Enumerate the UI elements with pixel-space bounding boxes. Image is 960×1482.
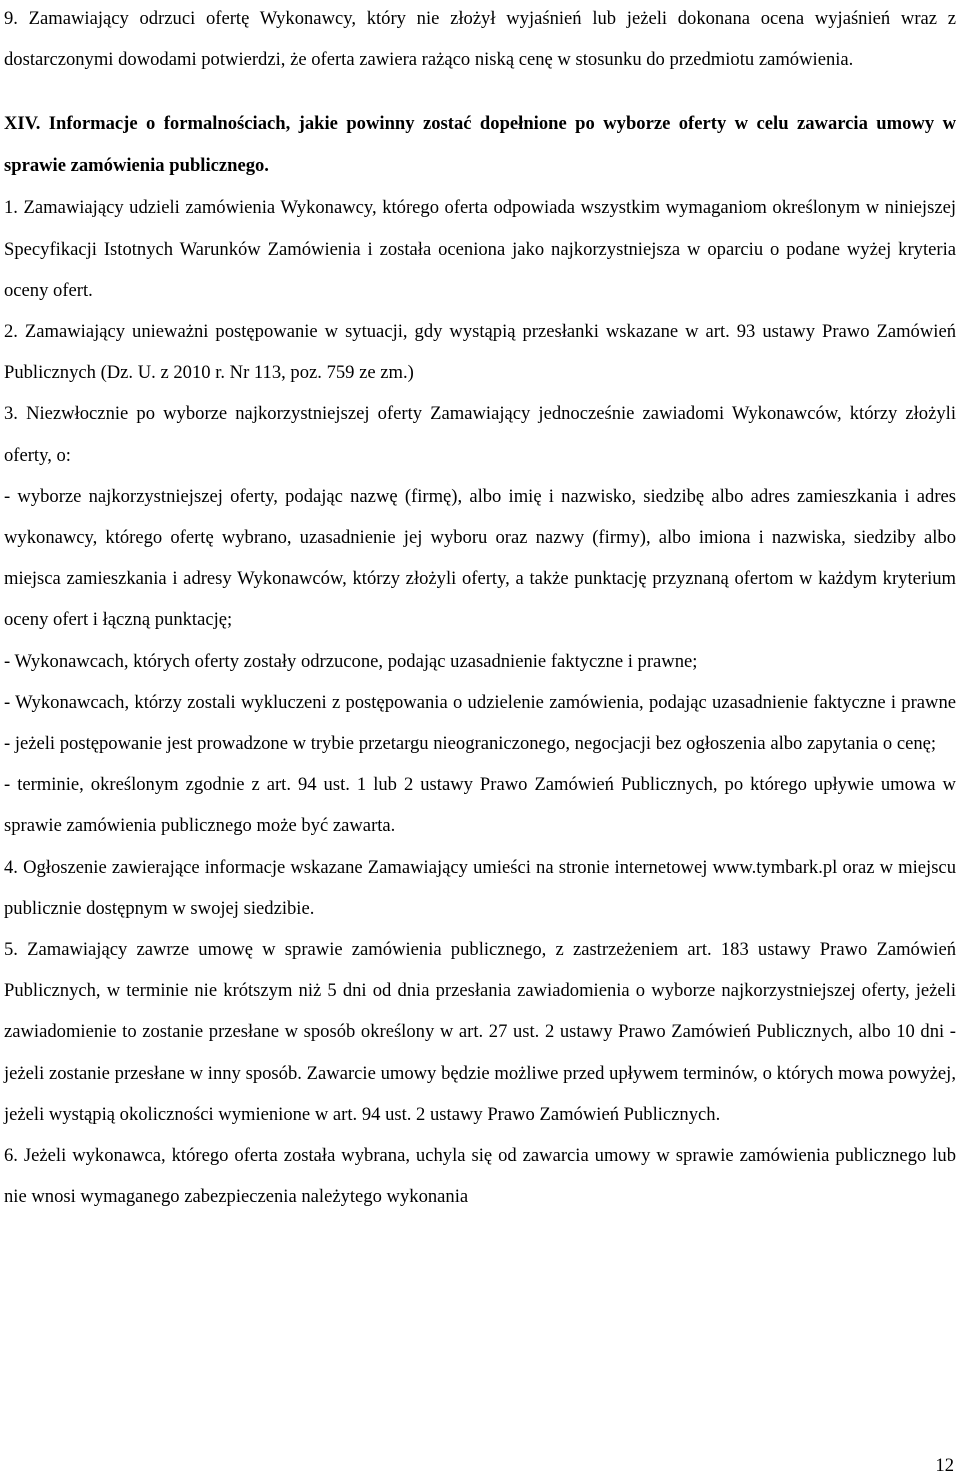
page-number: 12 [935,1455,954,1476]
bullet-item-excluded-contractors: - Wykonawcach, którzy zostali wykluczeni z postępowania o udzielenie zamówienia, podając uzasadnienie faktyczne i prawne - jeżeli postępowanie jest prowadzone w trybie przetargu nieograniczonego, negocjacji bez ogłoszenia albo zapytania o cenę; [4,691,956,755]
section-heading-xiv: XIV. Informacje o formalnościach, jakie powinny zostać dopełnione po wyborze oferty w celu zawarcia umowy w sprawie zamówienia publicznego. [4,113,956,177]
document-page [4,0,956,1217]
paragraph-9: 9. Zamawiający odrzuci ofertę Wykonawcy, który nie złożył wyjaśnień lub jeżeli dokonana ocena wyjaśnień wraz z dostarczonymi dowodami potwierdzi, że oferta zawiera rażąco niską cenę w stosunku do przedmiotu zamówienia. [4,8,956,71]
bullet-item-rejected-offers: - Wykonawcach, których oferty zostały odrzucone, podając uzasadnienie faktyczne i prawne; [4,650,698,672]
paragraph-2: 2. Zamawiający unieważni postępowanie w sytuacji, gdy wystąpią przesłanki wskazane w art. 93 ustawy Prawo Zamówień Publicznych (Dz. U. z 2010 r. Nr 113, poz. 759 ze zm.) [4,321,956,384]
paragraph-4: 4. Ogłoszenie zawierające informacje wskazane Zamawiający umieści na stronie internetowej www.tymbark.pl oraz w miejscu publicznie dostępnym w swojej siedzibie. [4,856,956,919]
bullet-item-contract-term: - terminie, określonym zgodnie z art. 94 ust. 1 lub 2 ustawy Prawo Zamówień Publicznych, po którego upływie umowa w sprawie zamówienia publicznego może być zawarta. [4,774,956,837]
bullet-item-best-offer: - wyborze najkorzystniejszej oferty, podając nazwę (firmę), albo imię i nazwisko, siedzibę albo adres zamieszkania i adres wykonawcy, którego ofertę wybrano, uzasadnienie jej wyboru oraz nazwy (firmy), albo imiona i nazwiska, siedziby albo miejsca zamieszkania i adresy Wykonawców, którzy złożyli oferty, a także punktację przyznaną ofertom w każdym kryterium oceny ofert i łączną punktację; [4,485,956,631]
paragraph-6: 6. Jeżeli wykonawca, którego oferta została wybrana, uchyla się od zawarcia umowy w sprawie zamówienia publicznego lub nie wnosi wymaganego zabezpieczenia należytego wykonania [4,1145,956,1208]
paragraph-5: 5. Zamawiający zawrze umowę w sprawie zamówienia publicznego, z zastrzeżeniem art. 183 ustawy Prawo Zamówień Publicznych, w terminie nie krótszym niż 5 dni od dnia przesłania zawiadomienia o wyborze najkorzystniejszej oferty, jeżeli zawiadomienie to zostanie przesłane w sposób określony w art. 27 ust. 2 ustawy Prawo Zamówień Publicznych, albo 10 dni - jeżeli zostanie przesłane w inny sposób. Zawarcie umowy będzie możliwe przed upływem terminów, o których mowa powyżej, jeżeli wystąpią okoliczności wymienione w art. 94 ust. 2 ustawy Prawo Zamówień Publicznych. [4,939,956,1125]
paragraph-3: 3. Niezwłocznie po wyborze najkorzystniejszej oferty Zamawiający jednocześnie zawiadomi Wykonawców, którzy złożyli oferty, o: [4,403,956,466]
paragraph-1: 1. Zamawiający udzieli zamówienia Wykonawcy, którego oferta odpowiada wszystkim wymaganiom określonym w niniejszej Specyfikacji Istotnych Warunków Zamówienia i została oceniona jako najkorzystniejsza w oparciu o podane wyżej kryteria oceny ofert. [4,197,956,301]
